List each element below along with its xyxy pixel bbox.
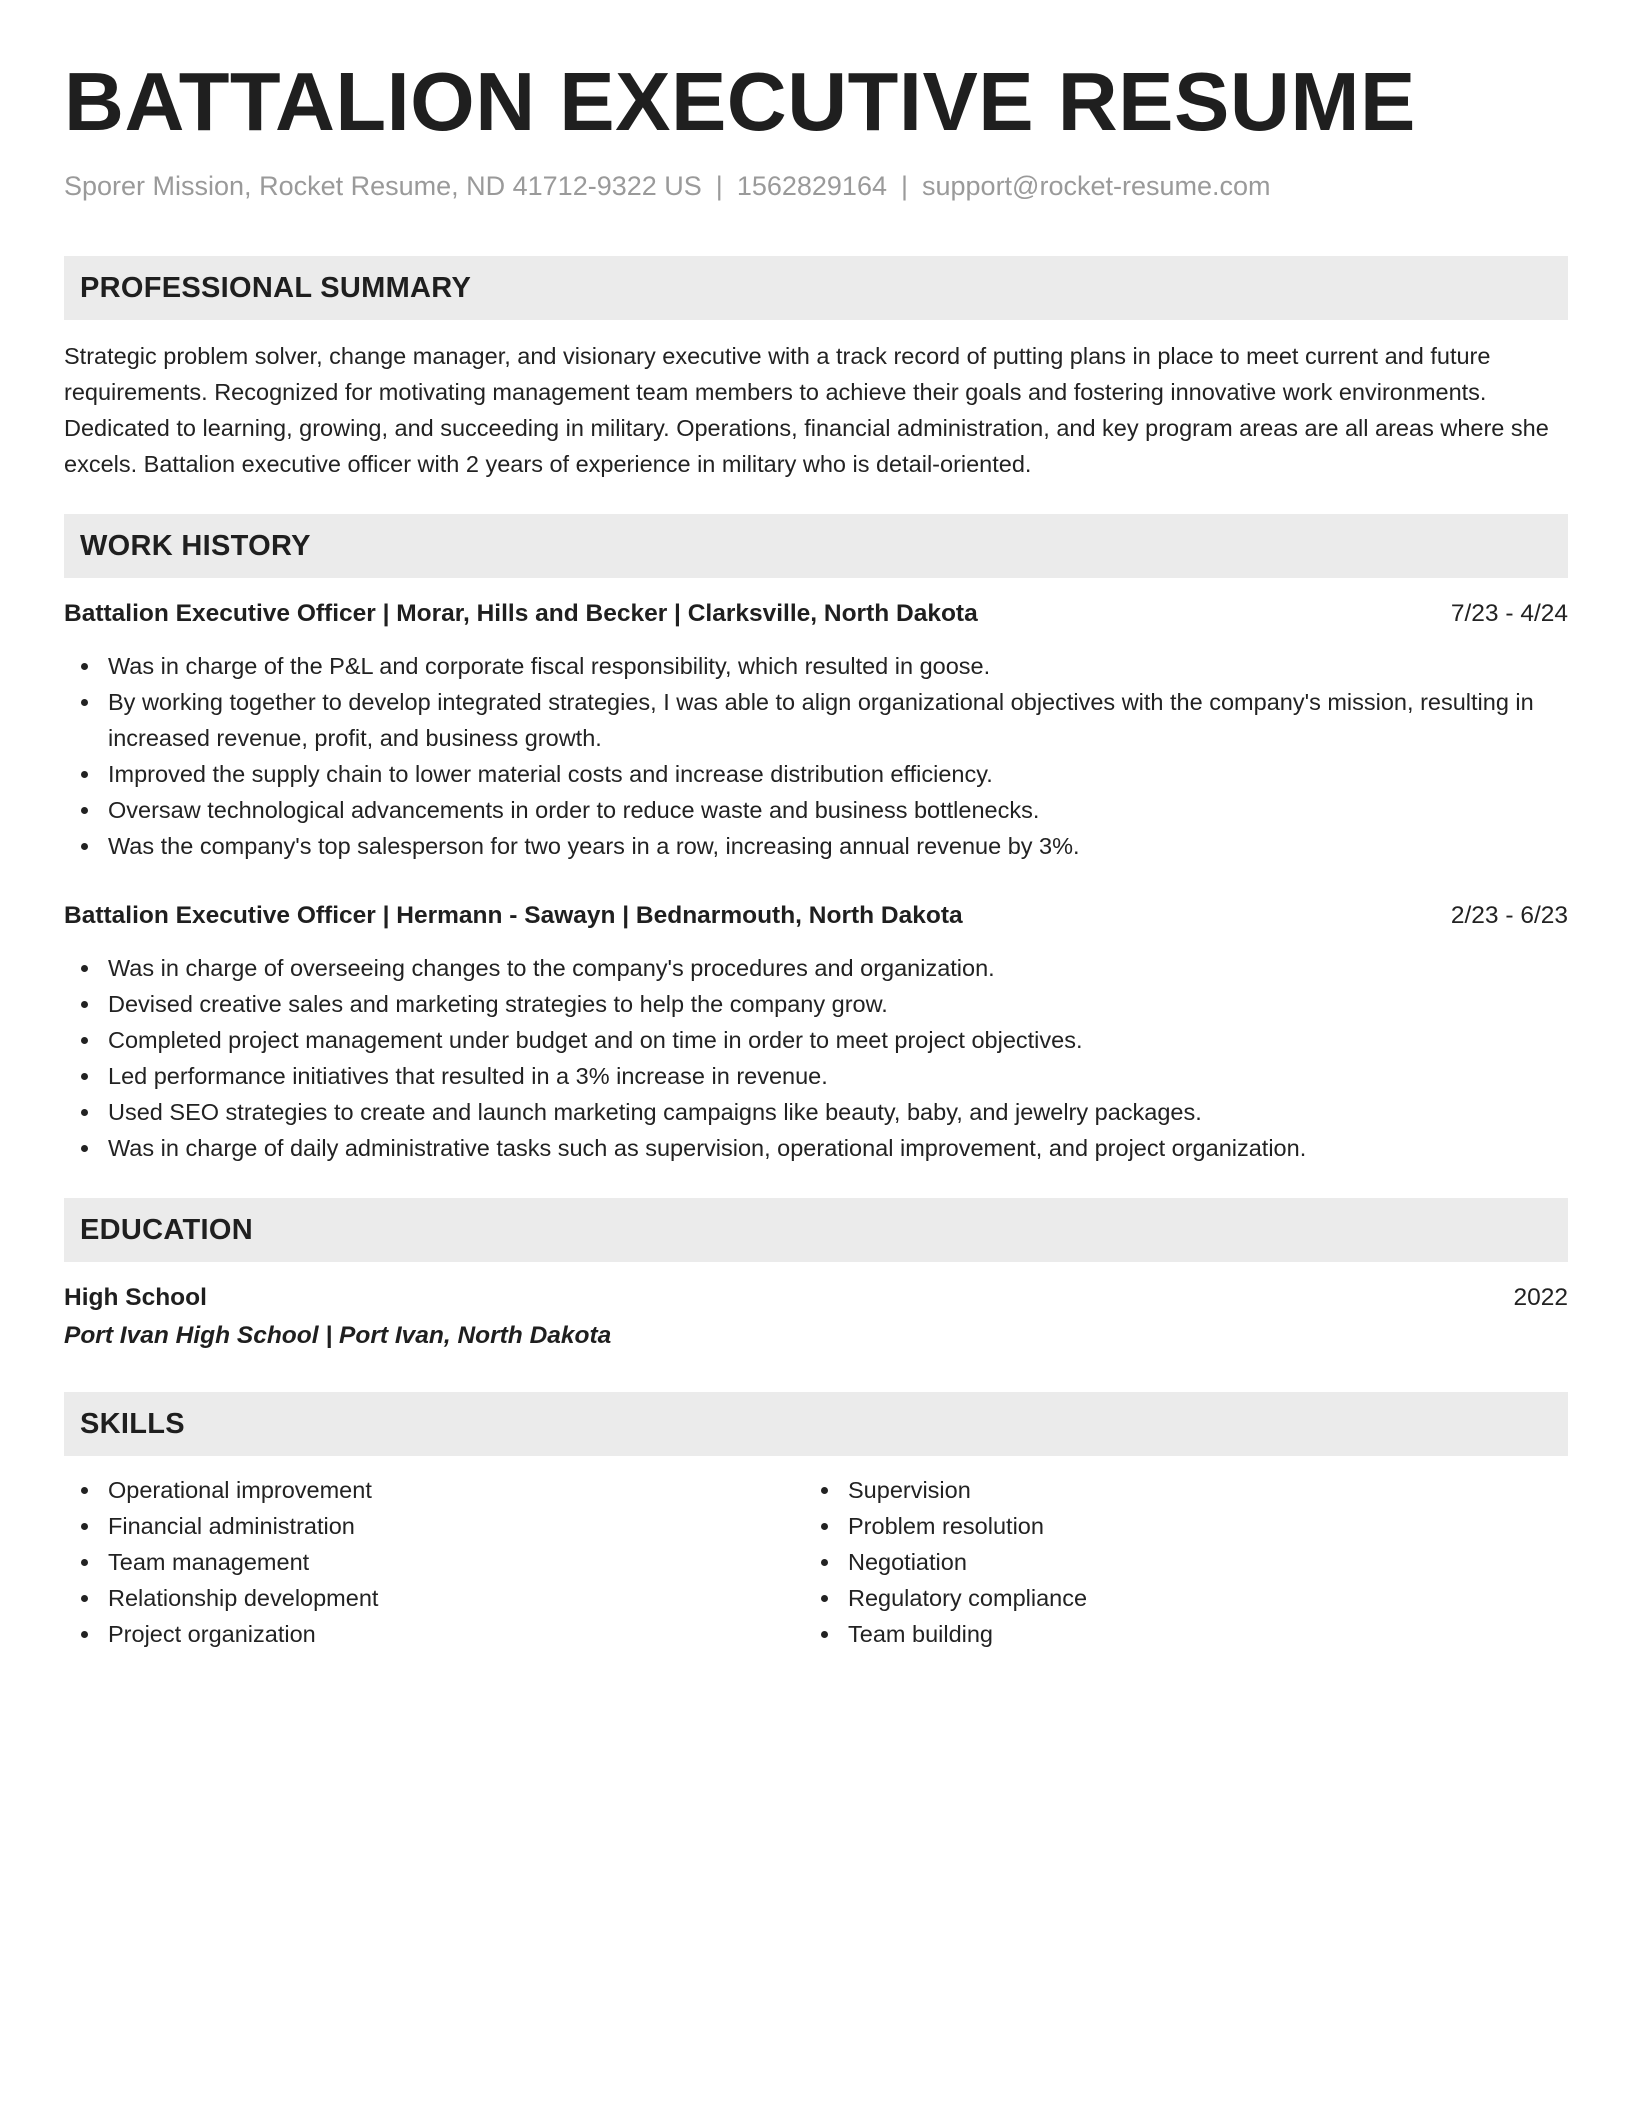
education-heading: EDUCATION — [80, 1213, 253, 1246]
skills-column-left — [64, 1472, 804, 1652]
skill-item: Team building — [848, 1616, 1544, 1652]
skill-item: Financial administration — [108, 1508, 804, 1544]
contact-phone: 1562829164 — [736, 171, 887, 201]
job-bullet: Used SEO strategies to create and launch marketing campaigns like beauty, baby, and jewelry packages. — [108, 1094, 1568, 1130]
job-bullet: Devised creative sales and marketing strategies to help the company grow. — [108, 986, 1568, 1022]
skills-columns — [64, 1472, 1568, 1652]
job-header — [64, 596, 1568, 632]
skills-heading: SKILLS — [80, 1407, 185, 1440]
skill-item: Problem resolution — [848, 1508, 1544, 1544]
skill-item: Supervision — [848, 1472, 1544, 1508]
job-title-line: Battalion Executive Officer | Hermann - Sawayn | Bednarmouth, North Dakota — [64, 902, 963, 929]
skill-item: Team management — [108, 1544, 804, 1580]
job-bullet: By working together to develop integrated strategies, I was able to align organizational objectives with the company's mission, resulting in increased revenue, profit, and business growth. — [108, 684, 1568, 756]
skills-heading-bar — [64, 1392, 1568, 1456]
work-history-heading-bar — [64, 514, 1568, 578]
job-header — [64, 898, 1568, 934]
job-dates: 2/23 - 6/23 — [1450, 902, 1568, 929]
summary-heading: PROFESSIONAL SUMMARY — [80, 271, 472, 304]
contact-line — [64, 168, 1568, 204]
education-header — [64, 1280, 1568, 1316]
job-bullet: Was in charge of the P&L and corporate fiscal responsibility, which resulted in goose. — [108, 648, 1568, 684]
skill-item: Operational improvement — [108, 1472, 804, 1508]
work-history-section — [64, 514, 1568, 1166]
job-title-line: Battalion Executive Officer | Morar, Hills and Becker | Clarksville, North Dakota — [64, 600, 978, 627]
contact-separator: | — [715, 171, 723, 201]
work-history-heading: WORK HISTORY — [80, 529, 311, 562]
contact-email: support@rocket-resume.com — [922, 171, 1271, 201]
resume-title: BATTALION EXECUTIVE RESUME — [64, 55, 1416, 148]
skills-column-right — [804, 1472, 1544, 1652]
summary-text: Strategic problem solver, change manager, and visionary executive with a track record of putting plans in place to meet current and future requirements. Recognized for motivating management team members to achieve their goals and fostering innovative work environments. Dedicated to learning, growing, and succeeding in military. Operations, financial administration, and key program areas are all areas where she excels. Battalion executive officer with 2 years of experience in military who is detail-oriented. — [64, 343, 1549, 477]
education-section — [64, 1198, 1568, 1354]
contact-separator: | — [900, 171, 908, 201]
job-entry — [64, 596, 1568, 864]
skill-item: Project organization — [108, 1616, 804, 1652]
summary-heading-bar — [64, 256, 1568, 320]
education-entry — [64, 1280, 1568, 1354]
job-bullet-list — [64, 648, 1568, 864]
job-dates: 7/23 - 4/24 — [1450, 600, 1568, 627]
education-degree: High School — [64, 1284, 207, 1311]
skills-section — [64, 1392, 1568, 1652]
skill-item: Negotiation — [848, 1544, 1544, 1580]
job-bullet-list — [64, 950, 1568, 1166]
summary-section — [64, 256, 1568, 482]
job-bullet: Was in charge of daily administrative tasks such as supervision, operational improvement, and project organization. — [108, 1130, 1568, 1166]
job-bullet: Was in charge of overseeing changes to the company's procedures and organization. — [108, 950, 1568, 986]
skills-list-right — [804, 1472, 1544, 1652]
job-bullet: Improved the supply chain to lower material costs and increase distribution efficiency. — [108, 756, 1568, 792]
contact-address: Sporer Mission, Rocket Resume, ND 41712-9322 US — [64, 171, 702, 201]
job-entry — [64, 898, 1568, 1166]
job-bullet: Oversaw technological advancements in order to reduce waste and business bottlenecks. — [108, 792, 1568, 828]
job-bullet: Led performance initiatives that resulted in a 3% increase in revenue. — [108, 1058, 1568, 1094]
skill-item: Relationship development — [108, 1580, 804, 1616]
job-bullet: Was the company's top salesperson for two years in a row, increasing annual revenue by 3%. — [108, 828, 1568, 864]
education-year: 2022 — [1513, 1284, 1568, 1311]
skill-item: Regulatory compliance — [848, 1580, 1544, 1616]
education-heading-bar — [64, 1198, 1568, 1262]
job-bullet: Completed project management under budget and on time in order to meet project objectives. — [108, 1022, 1568, 1058]
education-school: Port Ivan High School | Port Ivan, North Dakota — [64, 1322, 612, 1349]
skills-list-left — [64, 1472, 804, 1652]
